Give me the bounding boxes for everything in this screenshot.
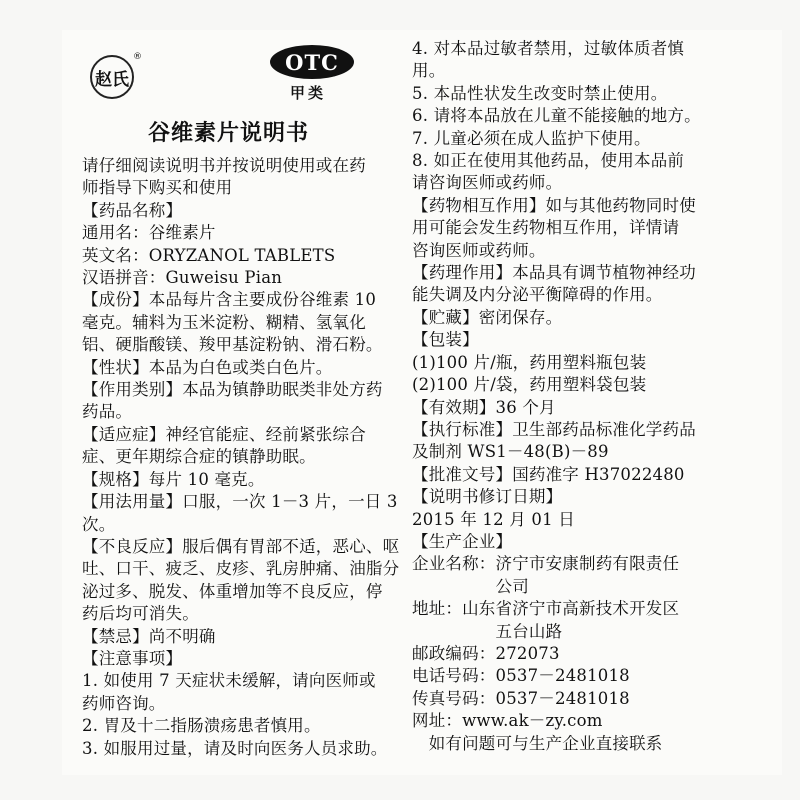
left-column-line: 【不良反应】服后偶有胃部不适，恶心、呕 [82, 536, 400, 556]
left-column-line: 师指导下购买和使用 [82, 178, 233, 198]
right-column-line: 地址：山东省济宁市高新技术开发区 [412, 599, 680, 619]
right-column-line: 传真号码：0537－2481018 [412, 688, 630, 708]
right-column-line: 能失调及内分泌平衡障碍的作用。 [412, 285, 663, 305]
left-column-line: 【成份】本品每片含主要成份谷维素 10 [82, 290, 377, 310]
left-column-line: 【规格】每片 10 毫克。 [82, 469, 265, 489]
left-column-line: 英文名：ORYZANOL TABLETS [82, 245, 336, 265]
right-column-line: 邮政编码：272073 [412, 643, 560, 663]
right-column-line: 【执行标准】卫生部药品标准化学药品 [412, 419, 696, 439]
right-column-line: 如有问题可与生产企业直接联系 [412, 733, 663, 753]
right-column-line: 用可能会发生药物相互作用，详情请 [412, 218, 680, 238]
right-column-line: 网址：www.ak－zy.com [412, 711, 603, 731]
right-column-line: 6. 请将本品放在儿童不能接触的地方。 [412, 106, 701, 126]
company-logo [90, 55, 134, 99]
left-column-line: 【用法用量】口服，一次 1－3 片，一日 3 [82, 492, 398, 512]
left-column-line: 药师咨询。 [82, 693, 166, 713]
left-column-line: 3. 如服用过量，请及时向医务人员求助。 [82, 738, 388, 758]
right-column-line: (2)100 片/袋，药用塑料袋包装 [412, 375, 647, 395]
logo-text: 赵氏 [95, 69, 129, 90]
left-column-line: 【禁忌】尚不明确 [82, 626, 216, 646]
left-column-line: 药后均可消失。 [82, 604, 199, 624]
right-column-line: 7. 儿童必须在成人监护下使用。 [412, 128, 651, 148]
right-column-line: 【药物相互作用】如与其他药物同时使 [412, 195, 696, 215]
right-column [412, 38, 732, 755]
right-column-line: 8. 如正在使用其他药品，使用本品前 [412, 151, 685, 171]
document-title: 谷维素片说明书 [148, 121, 310, 146]
left-column-line: 汉语拼音：Guweisu Pian [82, 268, 283, 288]
right-column-line: 公司 [412, 576, 529, 596]
left-column-line: 药品。 [82, 402, 133, 422]
left-column-line: 2. 胃及十二指肠溃疡患者慎用。 [82, 716, 321, 736]
right-column-line: 5. 本品性状发生改变时禁止使用。 [412, 83, 668, 103]
left-column-line: 【药品名称】 [82, 200, 183, 220]
left-column-line: 通用名：谷维素片 [82, 223, 216, 243]
left-column-line: 【性状】本品为白色或类白色片。 [82, 357, 333, 377]
left-column-line: 【作用类别】本品为镇静助眠类非处方药 [82, 380, 383, 400]
right-column-line: 【批准文号】国药准字 H37022480 [412, 464, 685, 484]
right-column-line: 及制剂 WS1－48(B)－89 [412, 442, 609, 462]
right-column-line: 【贮藏】密闭保存。 [412, 307, 563, 327]
otc-label: OTC [285, 49, 339, 75]
right-column-line: 电话号码：0537－2481018 [412, 666, 630, 686]
left-column-line: 泌过多、脱发、体重增加等不良反应，停 [82, 581, 383, 601]
right-column-line: 【说明书修订日期】 [412, 487, 563, 507]
otc-badge [270, 45, 354, 79]
right-column-line: 五台山路 [412, 621, 563, 641]
right-column-line: 【有效期】36 个月 [412, 397, 556, 417]
right-column-line: 用。 [412, 61, 446, 81]
right-column-line: 咨询医师或药师。 [412, 240, 546, 260]
right-column-line: 4. 对本品过敏者禁用，过敏体质者慎 [412, 39, 685, 58]
right-column-line: 请咨询医师或药师。 [412, 173, 563, 193]
right-column-line: 【生产企业】 [412, 531, 513, 551]
right-column-line: (1)100 片/瓶，药用塑料瓶包装 [412, 352, 647, 372]
left-column-line: 【适应症】神经官能症、经前紧张综合 [82, 424, 366, 444]
left-column-line: 1. 如使用 7 天症状未缓解，请向医师或 [82, 671, 376, 691]
left-column [82, 155, 407, 760]
left-column-line: 铝、硬脂酸镁、羧甲基淀粉钠、滑石粉。 [82, 335, 383, 355]
registered-mark: ® [133, 52, 142, 62]
right-column-line: 【包装】 [412, 330, 479, 350]
left-column-line: 症、更年期综合症的镇静助眠。 [82, 447, 316, 467]
right-column-line: 企业名称：济宁市安康制药有限责任 [412, 554, 680, 574]
right-column-line: 【药理作用】本品具有调节植物神经功 [412, 263, 696, 283]
right-column-line: 2015 年 12 月 01 日 [412, 509, 575, 529]
left-column-line: 吐、口干、疲乏、皮疹、乳房肿痛、油脂分 [82, 559, 400, 579]
otc-class-label: 甲类 [290, 84, 327, 102]
left-column-line: 【注意事项】 [82, 648, 183, 668]
left-column-line: 请仔细阅读说明书并按说明使用或在药 [82, 156, 366, 175]
left-column-line: 毫克。辅料为玉米淀粉、糊精、氢氧化 [82, 312, 366, 332]
left-column-line: 次。 [82, 514, 116, 534]
